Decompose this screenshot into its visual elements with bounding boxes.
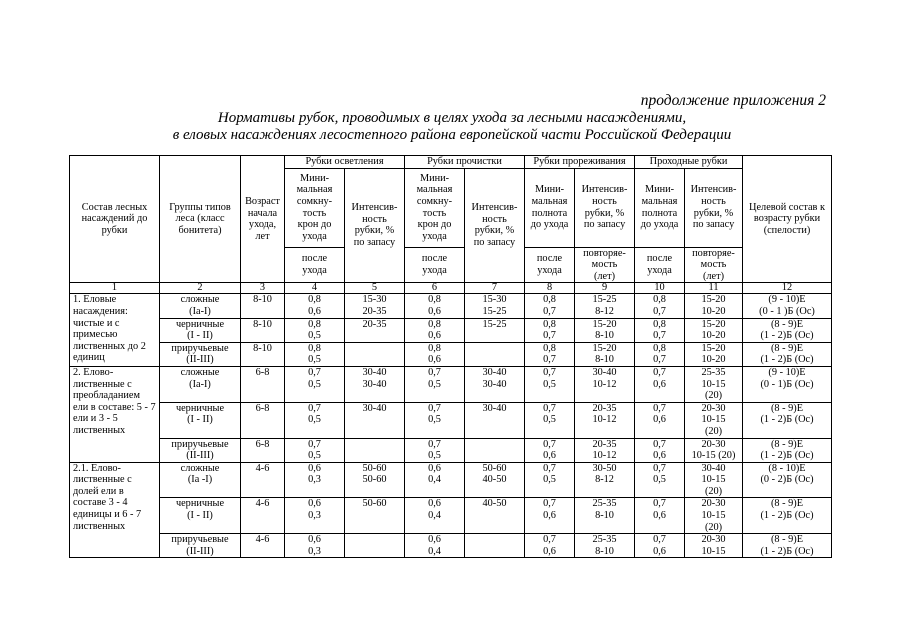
col-after-care-header: после ухода [285,247,345,283]
column-number: 8 [525,283,575,294]
intensity-cell [465,534,525,558]
min-closure-cell: 0,8 0,6 [285,294,345,318]
intensity-cell: 20-30 10-15 (20) [685,438,743,462]
intensity-cell: 20-35 10-12 [575,438,635,462]
intensity-cell: 30-40 30-40 [345,366,405,402]
document-title-line2: в еловых насаждениях лесостепного района европейской части Российской Федерации [172,127,732,143]
min-closure-cell: 0,7 0,5 [405,366,465,402]
forest-group-cell: черничные (I - II) [160,498,241,534]
column-number: 5 [345,283,405,294]
target-composition-cell: (8 - 9)Е (1 - 2)Б (Ос) [743,318,832,342]
intensity-cell: 15-30 20-35 [345,294,405,318]
intensity-cell: 30-40 [465,402,525,438]
min-closure-cell: 0,6 0,3 [285,498,345,534]
intensity-cell: 15-20 10-20 [685,318,743,342]
col-after-care-header: после ухода [405,247,465,283]
forest-group-cell: приручьевые (II-III) [160,438,241,462]
column-number: 4 [285,283,345,294]
min-density-cell: 0,7 0,6 [635,534,685,558]
age-cell: 6-8 [241,402,285,438]
min-density-cell: 0,8 0,7 [635,318,685,342]
col-age-header: Возраст начала ухода, лет [241,156,285,283]
min-density-cell: 0,8 0,7 [635,342,685,366]
intensity-cell: 30-40 30-40 [465,366,525,402]
table-row [70,498,832,534]
min-density-cell: 0,8 0,7 [525,342,575,366]
intensity-cell: 15-20 10-20 [685,294,743,318]
target-composition-cell: (9 - 10)Е (0 - 1)Б (Ос) [743,366,832,402]
intensity-cell [345,438,405,462]
forest-group-cell: приручьевые (II-III) [160,342,241,366]
table-row [70,402,832,438]
min-closure-cell: 0,6 0,4 [405,534,465,558]
min-density-cell: 0,8 0,7 [635,294,685,318]
table-row [70,534,832,558]
column-number: 3 [241,283,285,294]
col-after-care-header: после ухода [525,247,575,283]
intensity-cell: 30-40 [345,402,405,438]
intensity-cell: 20-30 10-15 [685,534,743,558]
min-closure-cell: 0,6 0,4 [405,462,465,498]
age-cell: 4-6 [241,534,285,558]
intensity-cell: 15-30 15-25 [465,294,525,318]
min-density-cell: 0,7 0,5 [635,462,685,498]
min-closure-cell: 0,8 0,5 [285,342,345,366]
intensity-cell: 30-40 10-15 (20) [685,462,743,498]
min-density-cell: 0,7 0,5 [525,366,575,402]
column-number: 1 [70,283,160,294]
table-row [70,438,832,462]
intensity-cell: 25-35 10-15 (20) [685,366,743,402]
col-intensity-header: Интенсив- ность рубки, % по запасу [685,168,743,247]
table-row [70,318,832,342]
column-number: 7 [465,283,525,294]
intensity-cell: 50-60 40-50 [465,462,525,498]
forest-group-cell: сложные (Iа -I) [160,462,241,498]
min-density-cell: 0,7 0,6 [635,438,685,462]
intensity-cell: 50-60 [345,498,405,534]
composition-cell: 2.1. Елово-лиственные с долей ели в составе 3 - 4 единицы и 6 - 7 лиственных [70,462,160,558]
column-number: 2 [160,283,241,294]
group-cleaning-header: Рубки прочистки [405,156,525,169]
norms-table [69,155,832,558]
col-min-closure-header: Мини- мальная сомкну- тость крон до ухода [405,168,465,247]
intensity-cell: 40-50 [465,498,525,534]
col-min-density-header: Мини- мальная полнота до ухода [525,168,575,247]
intensity-cell: 15-25 [465,318,525,342]
column-number: 11 [685,283,743,294]
age-cell: 8-10 [241,294,285,318]
intensity-cell: 15-20 10-20 [685,342,743,366]
group-lightening-header: Рубки осветления [285,156,405,169]
intensity-cell: 25-35 8-10 [575,498,635,534]
col-min-density-header: Мини- мальная полнота до ухода [635,168,685,247]
col-forest-groups-header: Группы типов леса (класс бонитета) [160,156,241,283]
intensity-cell: 15-25 8-12 [575,294,635,318]
min-closure-cell: 0,7 0,5 [405,402,465,438]
forest-group-cell: черничные (I - II) [160,318,241,342]
min-density-cell: 0,7 0,6 [525,498,575,534]
target-composition-cell: (8 - 9)Е (1 - 2)Б (Ос) [743,498,832,534]
forest-group-cell: сложные (Iа-I) [160,294,241,318]
target-composition-cell: (8 - 9)Е (1 - 2)Б (Ос) [743,402,832,438]
min-closure-cell: 0,8 0,6 [405,294,465,318]
age-cell: 4-6 [241,498,285,534]
target-composition-cell: (9 - 10)Е (0 - 1 )Б (Ос) [743,294,832,318]
min-closure-cell: 0,6 0,3 [285,462,345,498]
column-number: 6 [405,283,465,294]
min-density-cell: 0,7 0,5 [525,462,575,498]
col-target-header: Целевой состав к возрасту рубки (спелости) [743,156,832,283]
target-composition-cell: (8 - 9)Е (1 - 2)Б (Ос) [743,342,832,366]
group-passing-header: Проходные рубки [635,156,743,169]
min-closure-cell: 0,7 0,5 [285,402,345,438]
min-density-cell: 0,7 0,5 [525,402,575,438]
min-closure-cell: 0,7 0,5 [285,438,345,462]
intensity-cell [465,438,525,462]
table-row [70,342,832,366]
intensity-cell: 30-40 10-12 [575,366,635,402]
intensity-cell: 15-20 8-10 [575,318,635,342]
composition-cell: 1. Еловые насаждения: чистые и с примесью лиственных до 2 единиц [70,294,160,367]
col-intensity-header: Интенсив- ность рубки, % по запасу [345,168,405,283]
min-density-cell: 0,7 0,6 [525,534,575,558]
target-composition-cell: (8 - 9)Е (1 - 2)Б (Ос) [743,534,832,558]
composition-cell: 2. Елово-лиственные с преобладанием ели в составе: 5 - 7 ели и 3 - 5 лиственных [70,366,160,462]
intensity-cell: 30-50 8-12 [575,462,635,498]
col-after-care-header: после ухода [635,247,685,283]
age-cell: 6-8 [241,438,285,462]
intensity-cell: 50-60 50-60 [345,462,405,498]
min-density-cell: 0,7 0,6 [635,498,685,534]
min-density-cell: 0,8 0,7 [525,294,575,318]
intensity-cell: 20-35 [345,318,405,342]
group-thinning-header: Рубки прореживания [525,156,635,169]
forest-group-cell: черничные (I - II) [160,402,241,438]
age-cell: 8-10 [241,342,285,366]
target-composition-cell: (8 - 9)Е (1 - 2)Б (Ос) [743,438,832,462]
col-intensity-header: Интенсив- ность рубки, % по запасу [575,168,635,247]
intensity-cell [345,534,405,558]
column-number: 10 [635,283,685,294]
min-closure-cell: 0,7 0,5 [285,366,345,402]
document-title-line1: Нормативы рубок, проводимых в целях ухода за лесными насаждениями, [217,110,687,126]
min-closure-cell: 0,6 0,4 [405,498,465,534]
min-closure-cell: 0,8 0,6 [405,342,465,366]
col-intensity-header: Интенсив- ность рубки, % по запасу [465,168,525,283]
forest-group-cell: сложные (Iа-I) [160,366,241,402]
min-closure-cell: 0,8 0,5 [285,318,345,342]
intensity-cell [465,342,525,366]
column-number: 9 [575,283,635,294]
column-number: 12 [743,283,832,294]
intensity-cell: 20-30 10-15 (20) [685,498,743,534]
min-closure-cell: 0,8 0,6 [405,318,465,342]
min-density-cell: 0,7 0,6 [635,366,685,402]
col-min-closure-header: Мини- мальная сомкну- тость крон до ухода [285,168,345,247]
min-density-cell: 0,7 0,6 [635,402,685,438]
age-cell: 8-10 [241,318,285,342]
min-density-cell: 0,7 0,6 [525,438,575,462]
appendix-label: продолжение приложения 2 [640,92,826,109]
age-cell: 6-8 [241,366,285,402]
intensity-cell: 20-35 10-12 [575,402,635,438]
min-closure-cell: 0,7 0,5 [405,438,465,462]
intensity-cell: 15-20 8-10 [575,342,635,366]
col-repeat-header: повторяе- мость (лет) [685,247,743,283]
col-composition-header: Состав лесных насаждений до рубки [70,156,160,283]
table-row [70,294,832,318]
col-repeat-header: повторяе- мость (лет) [575,247,635,283]
table-row [70,366,832,402]
age-cell: 4-6 [241,462,285,498]
target-composition-cell: (8 - 10)Е (0 - 2)Б (Ос) [743,462,832,498]
min-closure-cell: 0,6 0,3 [285,534,345,558]
min-density-cell: 0,8 0,7 [525,318,575,342]
intensity-cell [345,342,405,366]
forest-group-cell: приручьевые (II-III) [160,534,241,558]
table-row [70,462,832,498]
intensity-cell: 25-35 8-10 [575,534,635,558]
intensity-cell: 20-30 10-15 (20) [685,402,743,438]
